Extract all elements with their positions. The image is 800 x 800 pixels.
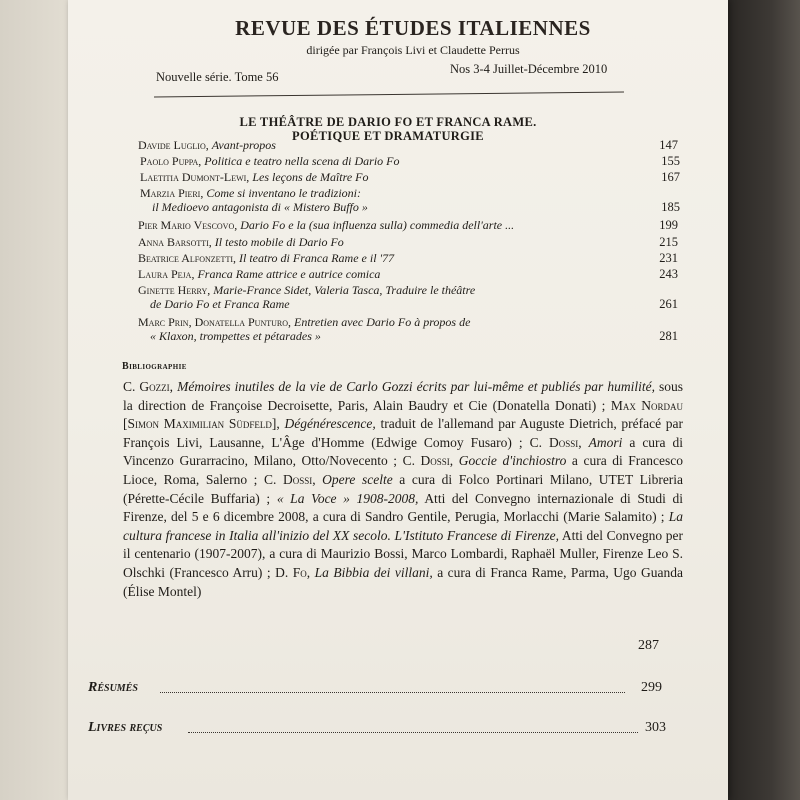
bib-details: a cura di Franca Rame, Parma, Ugo Guanda (Élise Montel) [123,564,683,599]
bib-author: C. Dossi, [264,471,316,487]
entry-page: 215 [659,235,678,249]
entry-author: Ginette Herry, [138,283,211,297]
entry-title: Il teatro di Franca Rame e il '77 [239,251,395,265]
livres-page: 303 [645,720,666,735]
bibliography-text [123,378,683,601]
issue-label: Nos 3-4 Juillet-Décembre 2010 [450,62,608,76]
journal-title: REVUE DES ÉTUDES ITALIENNES [235,16,591,40]
entry-title: Entretien avec Dario Fo à propos de [294,315,471,329]
bib-details: a cura di Vincenzo Gurarracino, Milano, Otto/Novecento ; [123,434,684,469]
leader-dots [160,680,625,693]
entry-title: Il testo mobile di Dario Fo [214,235,344,249]
entry-title: Politica e teatro nella scena di Dario Fo [204,154,400,168]
entry-title: Les leçons de Maître Fo [252,170,369,184]
bib-details: a cura di Folco Portinari Milano, UTET Libreria (Pérette-Cécile Buffaria) ; [123,471,684,506]
bib-author: D. Fo, [275,564,311,580]
entry-title-cont: il Medioevo antagonista di « Mistero Buffo » [152,200,368,214]
entry-page: 199 [659,218,678,232]
series-label: Nouvelle série. Tome 56 [156,70,279,84]
toc-entry [140,154,680,168]
leader-dots [188,720,638,733]
toc-entry [138,315,678,343]
toc-entry [140,170,680,184]
bib-details: a cura di Francesco Lioce, Roma, Salerno ; [123,453,684,487]
toc-entry [138,267,678,281]
bib-title: Dégénérescence, [284,416,376,432]
bib-title: La cultura francese in Italia all'inizio del XX secolo. L'Istituto Francese di Firenze, [123,509,683,543]
entry-page: 281 [659,329,678,343]
entry-title-cont: « Klaxon, trompettes et pétarades » [150,329,321,343]
bib-title: Mémoires inutiles de la vie de Carlo Gozzi écrits par lui-même et publiés par humilité, [177,379,655,394]
bibliography-page: 287 [638,638,659,653]
entry-title-cont: de Dario Fo et Franca Rame [150,297,290,311]
section-title-line2: POÉTIQUE ET DRAMATURGIE [292,129,484,143]
entry-author: Marzia Pieri, [140,186,204,200]
toc-entry [138,283,678,311]
bib-title: La Bibbia dei villani, [314,564,433,580]
entry-author: Paolo Puppa, [140,154,202,168]
entry-page: 147 [659,138,678,152]
entry-title: Come si inventano le tradizioni: [206,186,361,200]
bibliography-heading: Bibliographie [122,361,187,372]
entry-title: Avant-propos [211,138,276,152]
bib-details: sous la direction de Françoise Decroisette, Paris, Alain Baudry et Cie (Donatella Donati) ; [123,379,684,413]
entry-title: Franca Rame attrice e autrice comica [197,267,381,281]
entry-author: Laetitia Dumont-Lewi, [140,170,250,184]
toc-entry [138,218,678,232]
entry-page: 243 [659,267,678,281]
entry-author: Laura Peja, [138,267,195,281]
bib-author: C. Dossi, [529,434,582,450]
entry-page: 167 [661,170,680,184]
bib-title: « La Voce » 1908-2008, [276,490,419,506]
resumes-page: 299 [641,680,662,695]
entry-page: 261 [659,297,678,311]
toc-entry [138,235,678,249]
entry-author: Anna Barsotti, [138,235,212,249]
background-left [0,0,68,800]
bib-title: Opere scelte [322,471,393,487]
livres-row [88,720,668,736]
journal-editors: dirigée par François Livi et Claudette Perrus [306,43,520,57]
entry-author: Davide Luglio, [138,138,209,152]
toc-entry [140,186,680,214]
bib-author: Max Nordau [Simon Maximilian Südfeld], [123,397,683,432]
toc-entry [138,251,678,265]
entry-title: Marie-France Sidet, Valeria Tasca, Traduire le théâtre [213,283,476,297]
resumes-row [88,680,668,696]
entry-author: Pier Mario Vescovo, [138,218,238,232]
section-title-line1: LE THÉÂTRE DE DARIO FO ET FRANCA RAME. [239,115,537,129]
book-page [68,0,728,800]
header-rule [154,92,624,98]
entry-author: Beatrice Alfonzetti, [138,251,236,265]
entry-author: Marc Prin, Donatella Punturo, [138,315,292,329]
bib-title: Goccie d'inchiostro [458,453,567,469]
toc-entry [138,138,678,152]
entry-page: 155 [661,154,680,168]
entry-page: 231 [659,251,678,265]
livres-label: Livres reçus [88,720,163,735]
bib-author: C. Gozzi, [123,379,174,394]
journal-header [68,16,728,58]
bib-details: Atti del Convegno per il centenario (1907-2007), a cura di Maurizio Bossi, Marco Lombardi, Raphaël Muller, Firenze Leo S. Olschki (Francesco Arru) ; [123,527,683,580]
bib-details: Atti del Convegno internazionale di Studi di Firenze, del 5 e 6 dicembre 2008, a cura di Sandro Gentile, Perugia, Morlacchi (Marie Salamito) ; [123,490,684,525]
bib-title: Amori [588,434,623,450]
background-right-shadow [728,0,800,800]
entry-page: 185 [661,200,680,214]
resumes-label: Résumés [88,680,138,695]
entry-title: Dario Fo e la (sua influenza sulla) commedia dell'arte ... [240,218,515,232]
bib-details: traduit de l'allemand par Auguste Dietrich, préfacé par François Livi, Lausanne, L'Âge d'Homme (Edwige Comoy Fusaro) ; [123,416,684,450]
bib-author: C. Dossi, [402,453,454,469]
